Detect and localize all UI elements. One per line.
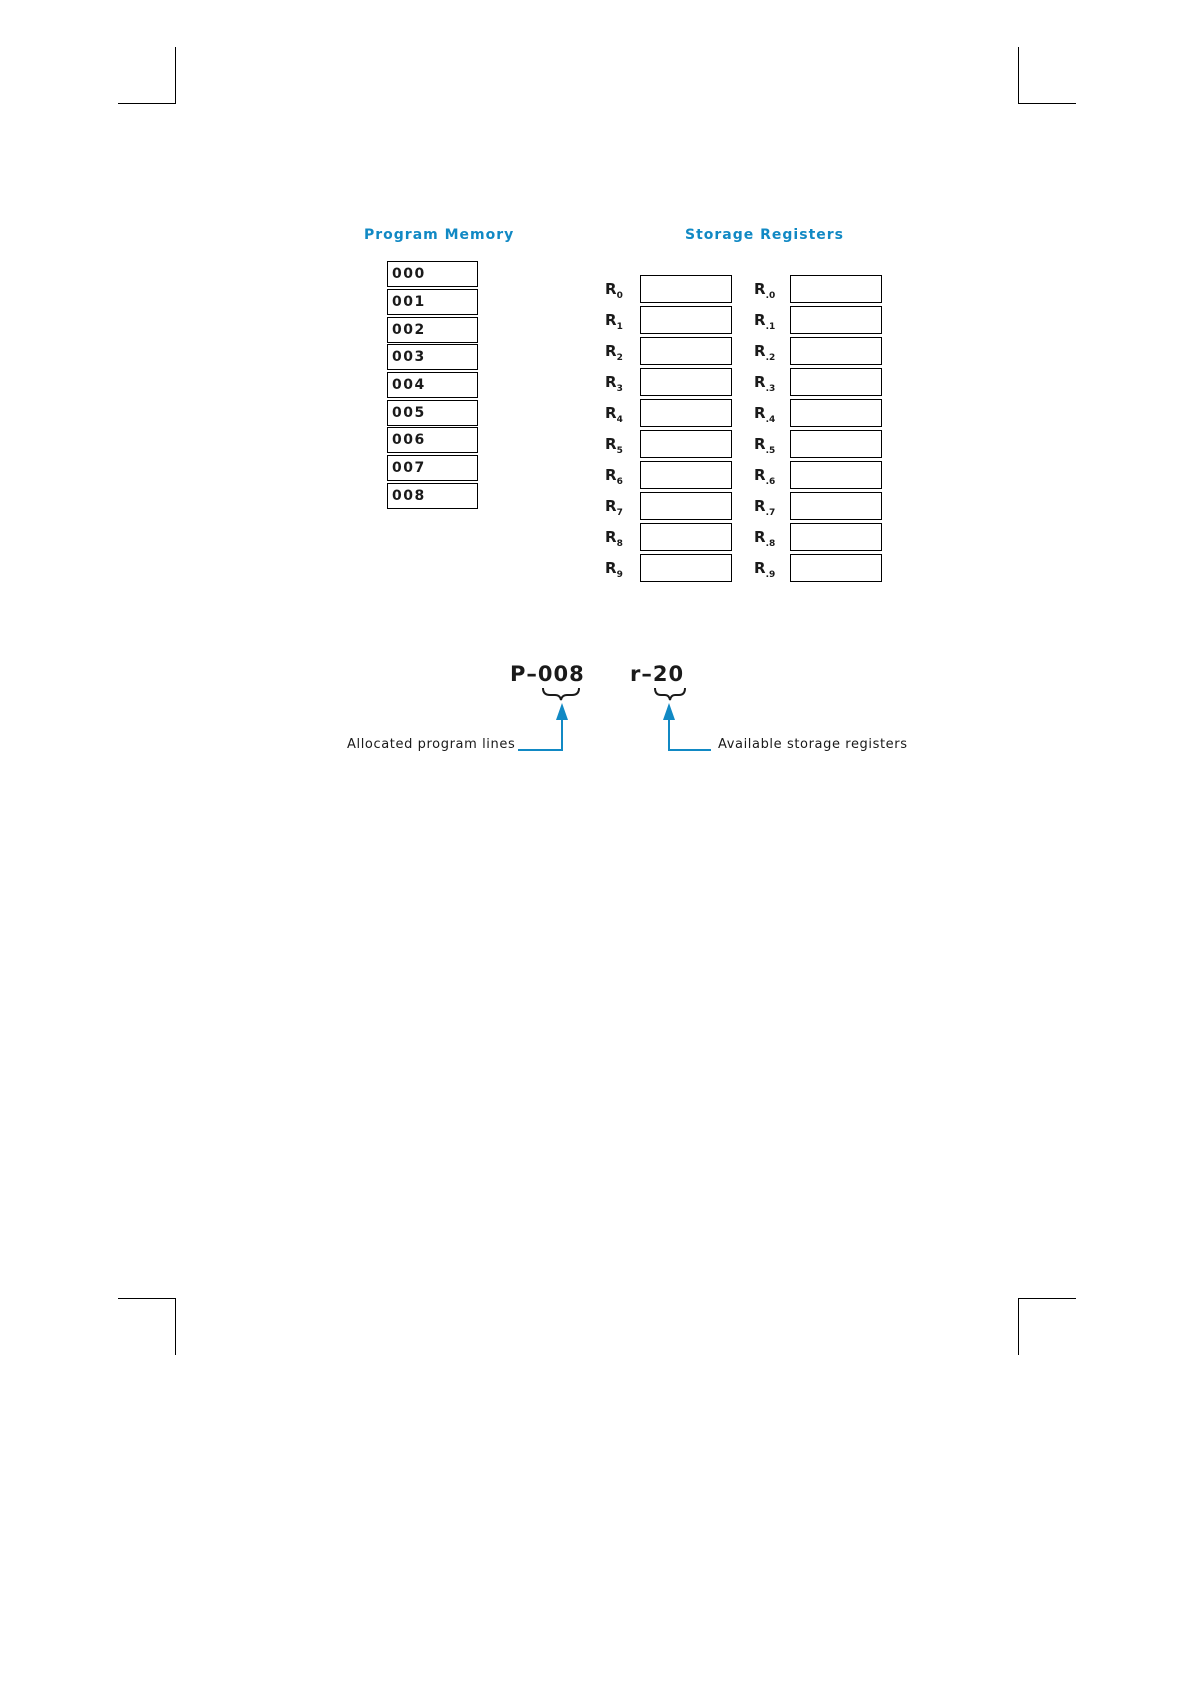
register-box <box>790 368 882 396</box>
program-line: 008 <box>387 483 478 509</box>
caption-storage-registers: Available storage registers <box>718 737 908 752</box>
register-label: $R_1$ <box>605 311 623 332</box>
register-label: $R_8$ <box>605 528 623 549</box>
program-line: 004 <box>387 372 478 398</box>
register-box <box>640 554 732 582</box>
register-box <box>790 492 882 520</box>
program-memory-title: Program Memory <box>364 227 515 243</box>
register-label: $R_{.1}$ <box>754 311 776 332</box>
register-box <box>790 430 882 458</box>
register-box <box>640 430 732 458</box>
register-label: $R_2$ <box>605 342 623 363</box>
crop-mark <box>118 1298 176 1299</box>
register-label: $R_{.9}$ <box>754 559 776 580</box>
display-registers <box>630 662 684 686</box>
register-box <box>640 492 732 520</box>
register-box <box>790 554 882 582</box>
register-box <box>640 337 732 365</box>
register-label: $R_{.3}$ <box>754 373 776 394</box>
register-box <box>640 368 732 396</box>
register-box <box>790 337 882 365</box>
register-label: $R_{.6}$ <box>754 466 776 487</box>
register-arrow <box>663 703 711 750</box>
register-box <box>640 399 732 427</box>
crop-mark <box>1018 1298 1076 1299</box>
register-label: $R_7$ <box>605 497 623 518</box>
register-brace <box>655 688 685 700</box>
display-program-value: 008 <box>537 662 585 686</box>
register-label: $R_{.8}$ <box>754 528 776 549</box>
display-program-prefix: P– <box>510 662 538 686</box>
register-label: $R_4$ <box>605 404 623 425</box>
crop-mark <box>175 1298 176 1355</box>
display-register-value: 20 <box>652 662 685 686</box>
register-label: $R_{.4}$ <box>754 404 776 425</box>
program-brace <box>543 688 579 700</box>
register-box <box>790 461 882 489</box>
register-label: $R_0$ <box>605 280 623 301</box>
register-label: $R_6$ <box>605 466 623 487</box>
register-box <box>640 523 732 551</box>
register-label: $R_9$ <box>605 559 623 580</box>
program-arrow <box>518 703 568 750</box>
register-label: $R_{.0}$ <box>754 280 776 301</box>
register-box <box>640 306 732 334</box>
display-register-prefix: r– <box>630 662 653 686</box>
register-label: $R_{.5}$ <box>754 435 776 456</box>
register-box <box>790 399 882 427</box>
program-line: 005 <box>387 400 478 426</box>
crop-mark <box>1018 1298 1019 1355</box>
register-box <box>790 275 882 303</box>
program-line: 003 <box>387 344 478 370</box>
program-line: 000 <box>387 261 478 287</box>
program-line: 002 <box>387 317 478 343</box>
register-box <box>790 523 882 551</box>
crop-mark <box>118 103 176 104</box>
register-box <box>790 306 882 334</box>
caption-program-lines: Allocated program lines <box>347 737 516 752</box>
register-box <box>640 275 732 303</box>
storage-registers-title: Storage Registers <box>685 227 844 243</box>
register-label: $R_5$ <box>605 435 623 456</box>
program-line: 001 <box>387 289 478 315</box>
display-program <box>510 662 585 686</box>
program-line: 007 <box>387 455 478 481</box>
register-label: $R_{.7}$ <box>754 497 776 518</box>
register-label: $R_{.2}$ <box>754 342 776 363</box>
crop-mark <box>1018 103 1076 104</box>
crop-mark <box>175 47 176 104</box>
crop-mark <box>1018 47 1019 104</box>
program-line: 006 <box>387 427 478 453</box>
register-box <box>640 461 732 489</box>
register-label: $R_3$ <box>605 373 623 394</box>
